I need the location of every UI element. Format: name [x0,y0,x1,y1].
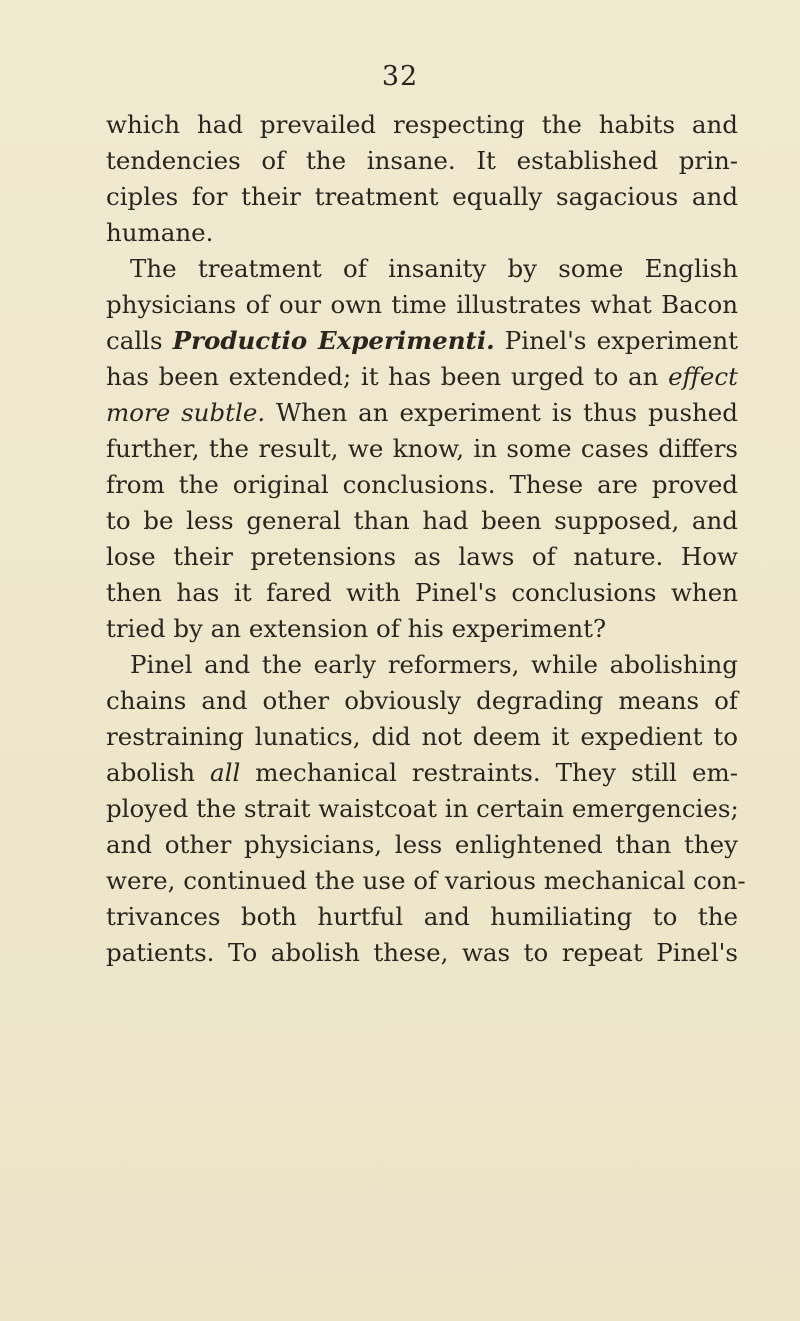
text-run: abolish [106,758,211,787]
text-line: to be less general than had been supposed, and [106,506,738,535]
text-run: has been extended; it has been urged to an [106,362,669,391]
page-number: 32 [381,61,419,92]
text-run: Pinel's experiment [494,326,738,355]
text-line: chains and other obviously degrading means of [106,686,738,715]
text-line: then has it fared with Pinel's conclusions when [106,578,738,607]
text-line: ployed the strait waistcoat in certain emergencies; [106,794,739,823]
text-line [106,323,738,359]
text-line [106,755,738,791]
text-line: were, continued the use of various mechanical con- [106,866,746,895]
text-run: mechanical restraints. They still em- [240,758,738,787]
text-run: calls [106,326,173,355]
text-line: The treatment of insanity by some English [130,254,738,283]
emphasized-text: effect [668,362,738,391]
text-line: ciples for their treatment equally sagacious and [106,182,738,211]
text-line: Pinel and the early reformers, while abolishing [130,650,738,679]
text-line: restraining lunatics, did not deem it expedient to [106,722,738,751]
text-line: humane. [106,218,214,247]
text-line: lose their pretensions as laws of nature. How [106,542,738,571]
emphasized-text: all [210,758,241,787]
text-line: further, the result, we know, in some cases differs [106,434,738,463]
text-line: tendencies of the insane. It established prin- [106,146,738,175]
text-line: from the original conclusions. These are proved [106,470,738,499]
text-line: patients. To abolish these, was to repeat Pinel's [106,938,738,967]
emphasized-text: Productio Experimenti. [172,326,495,355]
emphasized-text: more subtle. [106,398,266,427]
text-line: trivances both hurtful and humiliating to the [106,902,738,931]
text-line: physicians of our own time illustrates what Bacon [106,290,738,319]
text-line: tried by an extension of his experiment? [106,614,607,643]
body-text [106,107,746,971]
text-run: When an experiment is thus pushed [265,398,738,427]
text-line [106,395,738,431]
text-line [106,359,738,395]
text-line: and other physicians, less enlightened than they [106,830,738,859]
text-line: which had prevailed respecting the habits and [106,110,738,139]
